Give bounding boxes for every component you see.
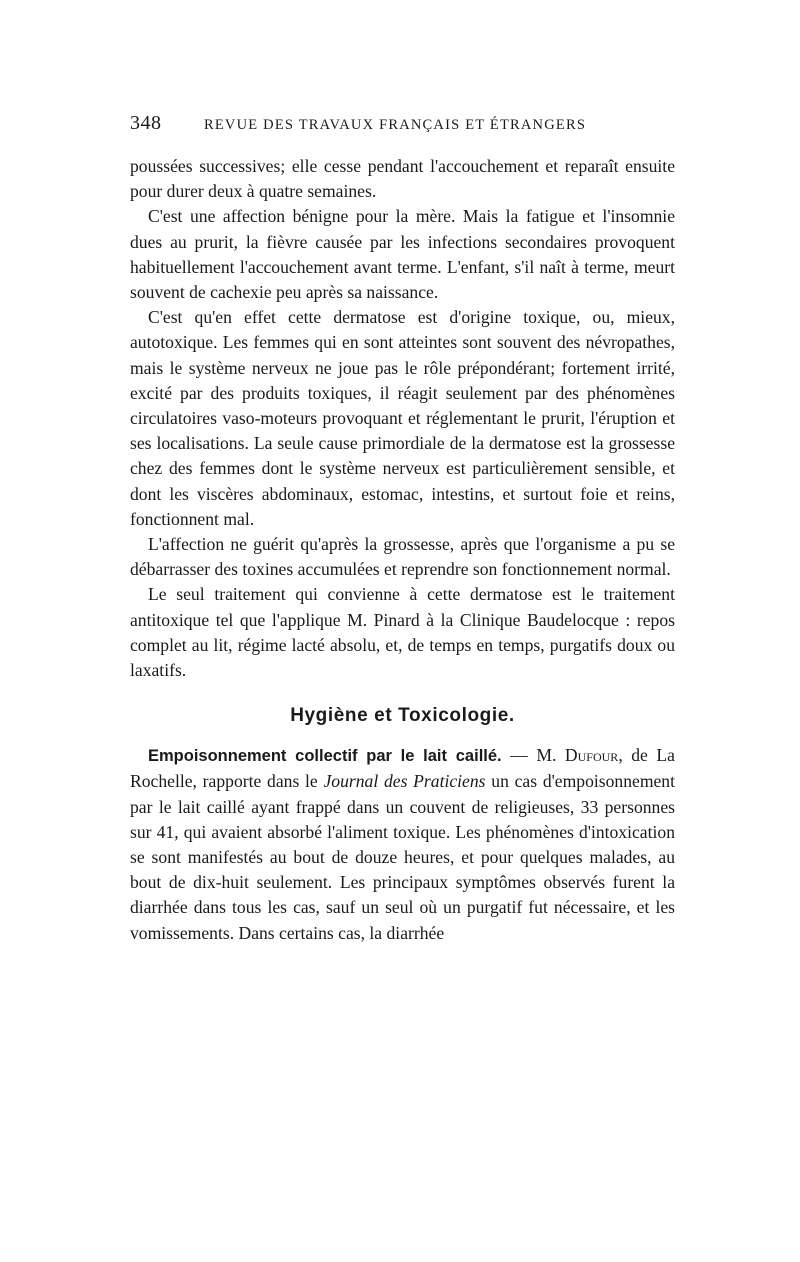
article-paragraph: [130, 743, 675, 946]
page-number: 348: [130, 112, 162, 134]
article-text-2: un cas d'empoisonnement par le lait caillé ayant frappé dans un couvent de religieuses, 33 personnes sur 41, qui avaient absorbé l'aliment toxique. Les phénomènes d'intoxication se sont manifestés au bout de douze heures, et pour quelques malades, au bout de dix-huit seulement. Les principaux symptômes observés furent la diarrhée dans tous les cas, sauf un seul où un purgatif fut nécessaire, et les vomissements. Dans certains cas, la diarrhée: [130, 771, 675, 943]
article-lead-title: Empoisonnement collectif par le lait caillé.: [148, 747, 502, 766]
paragraph-healing: L'affection ne guérit qu'après la grossesse, après que l'organisme a pu se débarrasser des toxines accumulées et reprendre son fonctionnement normal.: [130, 534, 675, 580]
paragraph-toxic-origin: C'est qu'en effet cette dermatose est d'origine toxique, ou, mieux, autotoxique. Les femmes qui en sont atteintes sont souvent des névropathes, mais le système nerveux ne joue pas le rôle prépondérant; fortement irrité, excité par des produits toxiques, il réagit seulement par des phénomènes circulatoires vaso-moteurs provoquant et réglementant le prurit, l'éruption et ses localisations. La seule cause primordiale de la dermatose est la grossesse chez des femmes dont le système nerveux est particulièrement sensible, et dont les viscères abdominaux, estomac, intestins, et surtout foie et reins, fonctionnent mal.: [130, 307, 675, 529]
journal-title: Journal des Praticiens: [323, 771, 486, 792]
article-dash: — M.: [501, 745, 565, 766]
article-author: Dufour: [564, 745, 619, 766]
running-header: [130, 112, 675, 136]
paragraph-affection: C'est une affection bénigne pour la mère. Mais la fatigue et l'insomnie dues au prurit, la fièvre causée par les infections secondaires provoquent habituellement l'accouchement avant terme. L'enfant, s'il naît à terme, meurt souvent de cachexie peu après sa naissance.: [130, 206, 675, 303]
document-page: [130, 112, 675, 946]
paragraph-treatment: Le seul traitement qui convienne à cette dermatose est le traitement antitoxique tel que l'applique M. Pinard à la Clinique Baudelocque : repos complet au lit, régime lacté absolu, et, de temps en temps, purgatifs doux ou laxatifs.: [130, 584, 675, 681]
section-heading: Hygiène et Toxicologie.: [290, 705, 515, 727]
running-title: REVUE DES TRAVAUX FRANÇAIS ET ÉTRANGERS: [204, 117, 587, 133]
article-text-1: , de La Rochelle, rapporte dans le: [130, 745, 675, 792]
paragraph-continuation: poussées successives; elle cesse pendant l'accouchement et reparaît ensuite pour durer deux à quatre semaines.: [130, 156, 675, 202]
